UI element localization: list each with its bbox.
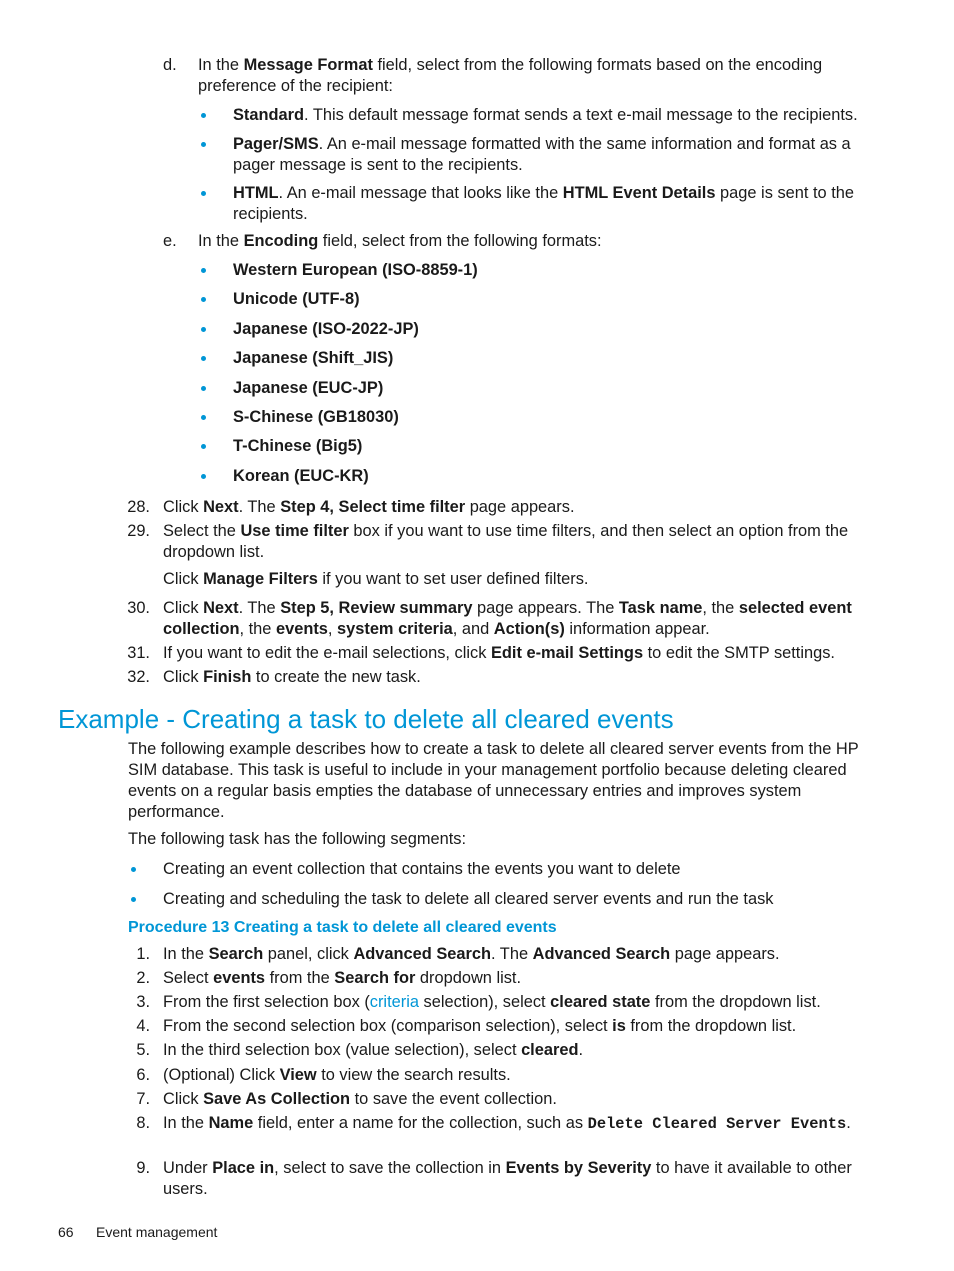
step-e-label: e. <box>163 232 177 250</box>
bullet-icon <box>201 191 206 196</box>
encoding-item: T-Chinese (Big5) <box>198 436 873 457</box>
encoding-item: Korean (EUC-KR) <box>198 466 873 487</box>
page-footer <box>58 1222 217 1243</box>
step-31: 31. If you want to edit the e-mail selections, click Edit e-mail Settings to edit the SMTP settings. <box>127 644 835 662</box>
encoding-item: Japanese (ISO-2022-JP) <box>198 319 873 340</box>
format-pager-sms: Pager/SMS. An e-mail message formatted with the same information and format as a pager message is sent to the recipients. <box>198 134 873 176</box>
criteria-link[interactable]: criteria <box>369 993 419 1011</box>
proc-step-1: 1. In the Search panel, click Advanced Search. The Advanced Search page appears. <box>136 945 780 963</box>
bullet-icon <box>201 268 206 273</box>
bullet-icon <box>201 142 206 147</box>
segments-intro: The following task has the following segments: <box>128 830 467 848</box>
bullet-icon <box>201 356 206 361</box>
proc-step-3: 3. From the first selection box (criteria selection), select cleared state from the dropdown list. <box>136 993 821 1011</box>
encoding-item: Japanese (Shift_JIS) <box>198 348 873 369</box>
bullet-icon <box>201 474 206 479</box>
step-30: 30. Click Next. The Step 5, Review summary page appears. The Task name, the selected event collection, the events, system criteria, and Action(s) information appear. <box>127 599 852 638</box>
intro-paragraph: The following example describes how to create a task to delete all cleared server events from the HP SIM database. This task is useful to include in your management portfolio because deleting cleared events on a regular basis empties the database of unnecessary entries and improves system performance. <box>128 740 859 821</box>
collection-name-code: Delete Cleared Server Events <box>587 1115 847 1133</box>
proc-step-7: 7. Click Save As Collection to save the event collection. <box>136 1090 557 1108</box>
bullet-icon <box>201 113 206 118</box>
proc-step-6: 6. (Optional) Click View to view the search results. <box>136 1066 511 1084</box>
proc-step-2: 2. Select events from the Search for dropdown list. <box>136 969 522 987</box>
proc-step-4: 4. From the second selection box (comparison selection), select is from the dropdown list. <box>136 1017 797 1035</box>
bullet-icon <box>201 444 206 449</box>
bullet-icon <box>131 867 136 872</box>
proc-step-9: 9. Under Place in, select to save the collection in Events by Severity to have it available to other users. <box>136 1159 852 1198</box>
step-32: 32. Click Finish to create the new task. <box>127 668 421 686</box>
format-standard: Standard. This default message format sends a text e-mail message to the recipients. <box>198 105 873 126</box>
step-d-label: d. <box>163 56 177 74</box>
step-d: d. In the Message Format field, select from the following formats based on the encoding preference of the recipient: <box>163 56 823 95</box>
message-format-term: Message Format <box>243 56 373 74</box>
encoding-item: Western European (ISO-8859-1) <box>198 260 873 281</box>
format-html: HTML. An e-mail message that looks like the HTML Event Details page is sent to the recipients. <box>198 183 873 225</box>
page-number: 66 <box>58 1224 74 1240</box>
proc-step-5: 5. In the third selection box (value selection), select cleared. <box>136 1041 584 1059</box>
bullet-icon <box>201 386 206 391</box>
encoding-item: S-Chinese (GB18030) <box>198 407 873 428</box>
step-29: 29. Select the Use time filter box if you want to use time filters, and then select an option from the dropdown list. <box>127 522 849 561</box>
bullet-icon <box>201 415 206 420</box>
step-28: 28. Click Next. The Step 4, Select time filter page appears. <box>127 498 575 516</box>
segment-item: Creating and scheduling the task to delete all cleared server events and run the task <box>128 889 873 910</box>
step-e: e. In the Encoding field, select from the following formats: <box>163 232 602 250</box>
bullet-icon <box>201 327 206 332</box>
proc-step-8: 8. In the Name field, enter a name for the collection, such as Delete Cleared Server Events. <box>136 1114 851 1133</box>
encoding-item: Unicode (UTF-8) <box>198 289 873 310</box>
segment-item: Creating an event collection that contains the events you want to delete <box>128 859 873 880</box>
section-heading: Example - Creating a task to delete all cleared events <box>58 704 674 734</box>
encoding-item: Japanese (EUC-JP) <box>198 378 873 399</box>
encoding-term: Encoding <box>243 232 319 250</box>
bullet-icon <box>201 297 206 302</box>
footer-section: Event management <box>96 1224 218 1240</box>
bullet-icon <box>131 897 136 902</box>
procedure-title: Procedure 13 Creating a task to delete all cleared events <box>128 919 557 936</box>
step-29-note: Click Manage Filters if you want to set user defined filters. <box>163 570 589 588</box>
